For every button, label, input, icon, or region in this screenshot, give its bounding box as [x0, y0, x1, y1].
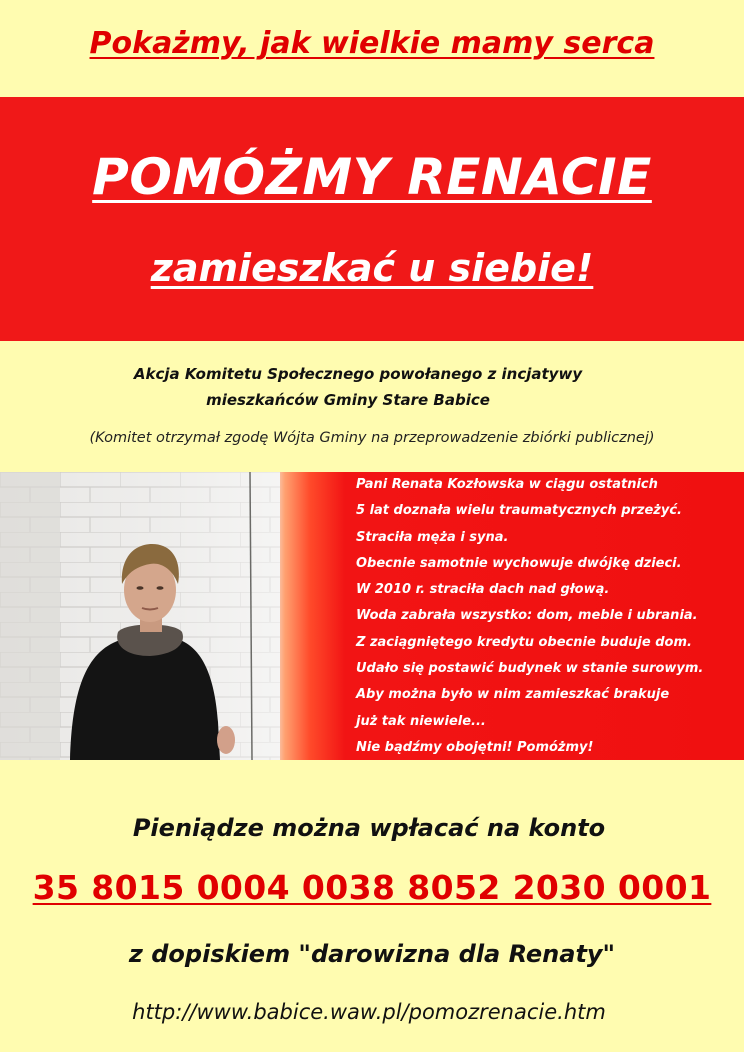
story-text [356, 477, 736, 766]
headline-main: POMÓŻMY RENACIE [92, 148, 652, 206]
headline-sub: zamieszkać u siebie! [150, 246, 594, 290]
story-line: Nie bądźmy obojętni! Pomóżmy! [356, 739, 594, 755]
intro-line-1: Akcja Komitetu Społecznego powołanego z incjatywy [133, 365, 583, 383]
intro-line-2: mieszkańców Gminy Stare Babice [206, 391, 490, 409]
story-line: już tak niewiele... [356, 713, 486, 729]
story-section [0, 472, 744, 760]
portrait-photo [0, 472, 280, 760]
permission-note: (Komitet otrzymał zgodę Wójta Gminy na przeprowadzenie zbiórki publicznej) [89, 430, 655, 446]
story-line: Obecnie samotnie wychowuje dwójkę dzieci. [356, 555, 682, 571]
tagline: Pokażmy, jak wielkie mamy serca [89, 26, 655, 61]
bank-account-number: 35 8015 0004 0038 8052 2030 0001 [32, 868, 712, 907]
story-line: Aby można było w nim zamieszkać brakuje [356, 687, 670, 703]
story-line: Woda zabrała wszystko: dom, meble i ubrania. [356, 608, 698, 624]
story-line: Straciła męża i syna. [356, 529, 509, 545]
website-link[interactable]: http://www.babice.waw.pl/pomozrenacie.htm [132, 1000, 606, 1024]
story-line: Udało się postawić budynek w stanie surowym. [356, 661, 704, 677]
story-line: 5 lat doznała wielu traumatycznych przeżyć. [356, 503, 682, 519]
transfer-remark: z dopiskiem "darowizna dla Renaty" [128, 940, 616, 968]
headline-banner [0, 97, 744, 341]
story-line: Z zaciągniętego kredytu obecnie buduje dom. [356, 634, 692, 650]
payment-intro: Pieniądze można wpłacać na konto [132, 814, 606, 842]
story-line: W 2010 r. straciła dach nad głową. [356, 582, 610, 598]
story-line: Pani Renata Kozłowska w ciągu ostatnich [356, 477, 658, 492]
